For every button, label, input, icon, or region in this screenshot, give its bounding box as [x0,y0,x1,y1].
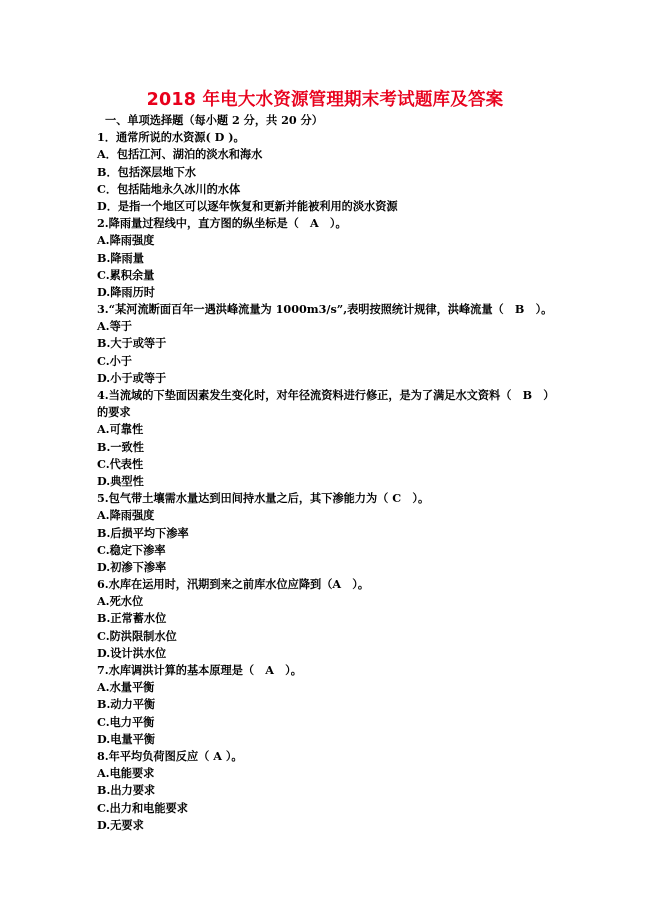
question-6-option-a: A.死水位 [97,594,144,609]
question-7-option-c: C.电力平衡 [97,714,155,729]
section-heading: 一、单项选择题（每小题 2 分，共 20 分） [105,113,323,127]
question-7-option-b: B.动力平衡 [97,697,156,712]
question-6-stem: 6.水库在运用时，汛期到来之前库水位应降到（A ）。 [97,577,370,592]
question-4-option-a: A.可靠性 [97,422,144,437]
question-2-stem: 2.降雨量过程线中，直方图的纵坐标是（ A ）。 [97,216,347,231]
question-8-option-c: C.出力和电能要求 [97,800,188,815]
question-1-option-b: B．包括深层地下水 [97,164,196,179]
question-1-option-a: A．包括江河、湖泊的淡水和海水 [97,147,263,162]
question-8-stem: 8.年平均负荷图反应（ A ）。 [97,748,243,763]
question-2-option-a: A.降雨强度 [97,233,155,248]
question-3-stem: 3.“某河流断面百年一遇洪峰流量为 1000m3/s”,表明按照统计规律，洪峰流量（ B ）。 [97,302,553,317]
question-7-option-d: D.电量平衡 [97,731,155,746]
question-8-option-b: B.出力要求 [97,783,156,798]
question-3-option-b: B.大于或等于 [97,336,167,351]
question-7-stem: 7.水库调洪计算的基本原理是（ A ）。 [97,663,302,677]
question-4-option-b: B.一致性 [97,439,144,454]
question-5-option-b: B.后损平均下渗率 [97,525,189,540]
question-8-option-a: A.电能要求 [97,766,155,781]
question-4-stem-continued: 的要求 [97,405,131,420]
question-2-option-c: C.累积余量 [97,267,155,282]
question-2-option-d: D.降雨历时 [97,284,155,299]
question-5-option-c: C.稳定下渗率 [97,542,166,557]
question-5-stem: 5.包气带土壤需水量达到田间持水量之后，其下渗能力为（ C ）。 [97,491,430,506]
question-2-option-b: B.降雨量 [97,250,144,265]
question-6-option-c: C.防洪限制水位 [97,628,177,643]
question-3-option-a: A.等于 [97,319,132,334]
question-1-option-d: D．是指一个地区可以逐年恢复和更新并能被利用的淡水资源 [97,198,398,213]
question-1-stem: 1．通常所说的水资源( D )。 [97,130,245,145]
question-3-option-d: D.小于或等于 [97,370,167,385]
question-7-option-a: A.水量平衡 [97,680,155,695]
question-4-option-c: C.代表性 [97,456,144,471]
page-title: 2018 年电大水资源管理期末考试题库及答案 [146,90,504,110]
question-3-option-c: C.小于 [97,353,132,368]
question-5-option-a: A.降雨强度 [97,508,155,523]
question-4-stem: 4.当流域的下垫面因素发生变化时，对年径流资料进行修正，是为了满足水文资料（ B ） [97,388,555,402]
question-4-option-d: D.典型性 [97,473,144,488]
question-8-option-d: D.无要求 [97,817,144,832]
question-6-option-d: D.设计洪水位 [97,645,167,660]
question-6-option-b: B.正常蓄水位 [97,611,167,626]
question-1-option-c: C．包括陆地永久冰川的水体 [97,181,241,196]
exam-body [97,112,577,834]
question-5-option-d: D.初渗下渗率 [97,559,167,574]
